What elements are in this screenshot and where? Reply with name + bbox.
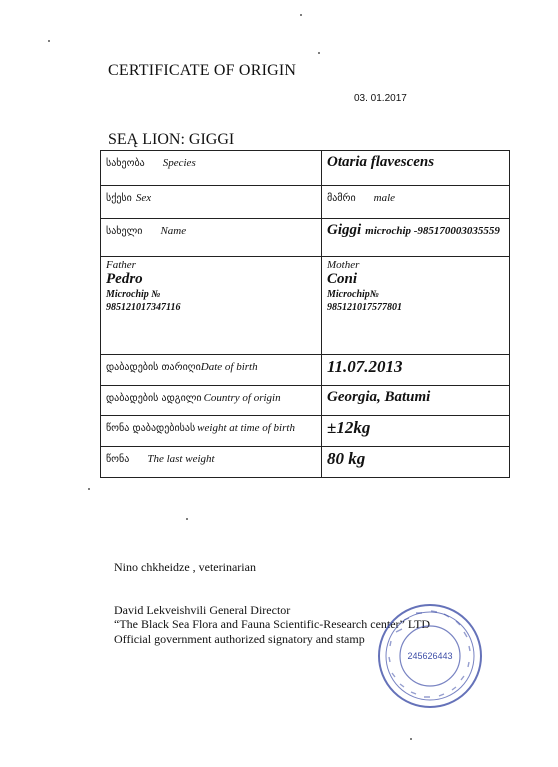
birth-weight-label-cell: [101, 416, 322, 447]
origin-label-geo: დაბადების ადგილი: [106, 393, 202, 404]
species-value: Otaria flavescens: [327, 154, 435, 170]
certificate-table: [100, 150, 510, 478]
father-chip: 985121017347116: [106, 302, 181, 313]
scan-speck: [410, 738, 412, 740]
scan-speck: [88, 488, 90, 490]
name-value: Giggi: [327, 222, 362, 238]
name-label-cell: [101, 219, 322, 257]
species-label: Species: [162, 157, 196, 169]
origin-row: [101, 386, 510, 416]
sex-value-cell: [322, 186, 510, 219]
authority-line: Official government authorized signatory and stamp: [114, 632, 365, 646]
father-name: Pedro: [106, 271, 143, 287]
last-weight-label-geo: წონა: [106, 454, 130, 465]
veterinarian-line: Nino chkheidze , veterinarian: [114, 560, 256, 574]
last-weight-value: 80 kg: [327, 449, 366, 468]
origin-value: Georgia, Batumi: [327, 389, 431, 405]
sex-label-geo: სქესი: [106, 193, 132, 204]
certificate-date: 03. 01.2017: [354, 93, 407, 104]
birth-weight-label: weight at time of birth: [197, 422, 295, 434]
last-weight-row: [101, 447, 510, 478]
species-label-cell: [101, 151, 322, 186]
birth-date-value: 11.07.2013: [327, 357, 403, 376]
birth-date-row: [101, 355, 510, 386]
mother-chip: 985121017577801: [327, 302, 402, 313]
father-chip-label: Microchip №: [106, 289, 161, 300]
mother-chip-label: Microchip№: [327, 289, 379, 300]
scan-speck: [48, 40, 50, 42]
official-stamp: [376, 602, 484, 710]
sex-label-cell: [101, 186, 322, 219]
origin-value-cell: [322, 386, 510, 416]
microchip-value: microchip -985170003035559: [365, 225, 500, 237]
species-value-cell: [322, 151, 510, 186]
stamp-number: 245626443: [407, 651, 453, 661]
last-weight-value-cell: [322, 447, 510, 478]
father-role: Father: [106, 259, 136, 271]
name-row: [101, 219, 510, 257]
name-value-cell: [322, 219, 510, 257]
mother-cell: [322, 257, 510, 355]
scan-speck: [186, 518, 188, 520]
sex-label: Sex: [135, 192, 152, 204]
birth-date-label-cell: [101, 355, 322, 386]
species-label-geo: სახეობა: [106, 158, 145, 169]
origin-label-cell: [101, 386, 322, 416]
sex-value-geo: მამრი: [327, 193, 356, 204]
last-weight-label: The last weight: [147, 453, 215, 465]
mother-role: Mother: [327, 259, 360, 271]
birth-weight-value-cell: [322, 416, 510, 447]
scan-speck: [318, 52, 320, 54]
last-weight-label-cell: [101, 447, 322, 478]
birth-weight-label-geo: წონა დაბადებისას: [106, 423, 196, 434]
name-label: Name: [160, 225, 187, 237]
parents-row: [101, 257, 510, 355]
scan-speck: [300, 14, 302, 16]
origin-label: Country of origin: [203, 392, 281, 404]
birth-date-label-geo: დაბადების თარიღი: [106, 362, 201, 373]
father-cell: [101, 257, 322, 355]
name-label-geo: სახელი: [106, 226, 143, 237]
sex-value: male: [373, 192, 396, 204]
certificate-title: CERTIFICATE OF ORIGIN: [108, 62, 297, 79]
species-row: [101, 151, 510, 186]
animal-heading: SEĄ LION: GIGGI: [108, 131, 235, 148]
director-line: David Lekveishvili General Director: [114, 603, 291, 617]
organization-line: “The Black Sea Flora and Fauna Scientific-Research center” LTD: [114, 617, 431, 631]
sex-row: [101, 186, 510, 219]
birth-weight-value: ±12kg: [327, 418, 371, 437]
birth-date-label: Date of birth: [200, 361, 258, 373]
birth-weight-row: [101, 416, 510, 447]
mother-name: Coni: [327, 271, 358, 287]
birth-date-value-cell: [322, 355, 510, 386]
